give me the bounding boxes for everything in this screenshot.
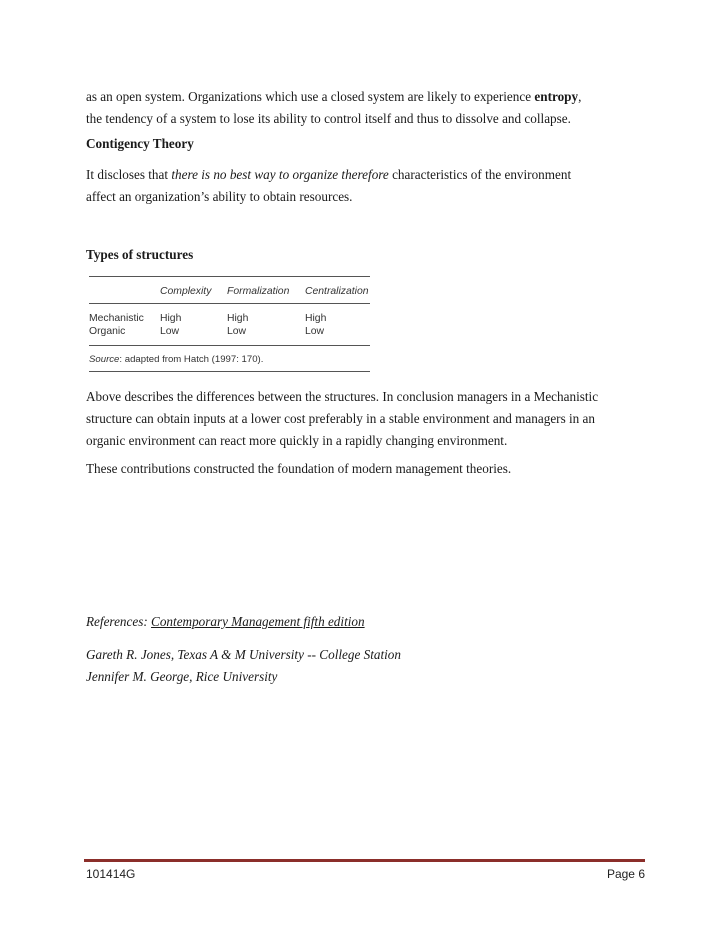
intro-paragraph xyxy=(86,86,646,130)
contingency-italic: there is no best way to organize therefore xyxy=(171,167,389,182)
row-label-mechanistic: Mechanistic xyxy=(89,313,144,324)
intro-line-2: the tendency of a system to lose its ability to control itself and thus to dissolve and collapse. xyxy=(86,111,571,126)
contingency-text-after: characteristics of the environment xyxy=(388,167,572,182)
intro-text: as an open system. Organizations which use a closed system are likely to experience xyxy=(86,89,535,104)
references-line xyxy=(86,611,646,633)
conclusion-line-3: organic environment can react more quickly in a rapidly changing environment. xyxy=(86,433,508,448)
reference-book-title: Contemporary Management fifth edition xyxy=(151,614,365,629)
table-cell: High xyxy=(227,313,249,324)
footer-page-number: Page 6 xyxy=(606,867,645,881)
table-top-rule xyxy=(89,276,370,277)
contingency-line-2: affect an organization’s ability to obtain resources. xyxy=(86,189,353,204)
source-label: Source xyxy=(89,354,120,365)
table-cell: High xyxy=(160,313,182,324)
contributions-sentence: These contributions constructed the foundation of modern management theories. xyxy=(86,461,512,476)
conclusion-line-2: structure can obtain inputs at a lower cost preferably in a stable environment and managers in an xyxy=(86,411,596,426)
contingency-heading: Contigency Theory xyxy=(86,136,194,151)
reference-author-2: Jennifer M. George, Rice University xyxy=(86,669,278,684)
types-heading: Types of structures xyxy=(86,247,194,262)
conclusion-line-1: Above describes the differences between the structures. In conclusion managers in a Mechanistic xyxy=(86,389,599,404)
footer-rule xyxy=(84,859,645,862)
row-label-organic: Organic xyxy=(89,326,126,337)
reference-authors xyxy=(86,644,646,688)
col-header-complexity: Complexity xyxy=(160,286,212,297)
contingency-paragraph xyxy=(86,164,646,208)
table-end-rule xyxy=(89,371,370,372)
table-source xyxy=(89,354,263,365)
conclusion-paragraph xyxy=(86,386,666,452)
references-label: References: xyxy=(86,614,152,629)
col-header-formalization: Formalization xyxy=(227,286,290,297)
entropy-term: entropy xyxy=(534,89,579,104)
table-bottom-rule xyxy=(89,345,370,346)
table-cell: Low xyxy=(160,326,180,337)
contingency-text: It discloses that xyxy=(86,167,172,182)
reference-author-1: Gareth R. Jones, Texas A & M University -- College Station xyxy=(86,647,401,662)
intro-line-1 xyxy=(86,86,646,108)
table-cell: High xyxy=(305,313,327,324)
table-cell: Low xyxy=(305,326,325,337)
col-header-centralization: Centralization xyxy=(305,286,369,297)
table-cell: Low xyxy=(227,326,247,337)
intro-punct: , xyxy=(578,89,582,104)
contingency-line-1 xyxy=(86,164,646,186)
source-text: : adapted from Hatch (1997: 170). xyxy=(119,354,264,365)
table-header-rule xyxy=(89,303,370,304)
footer-document-id: 101414G xyxy=(86,867,136,881)
